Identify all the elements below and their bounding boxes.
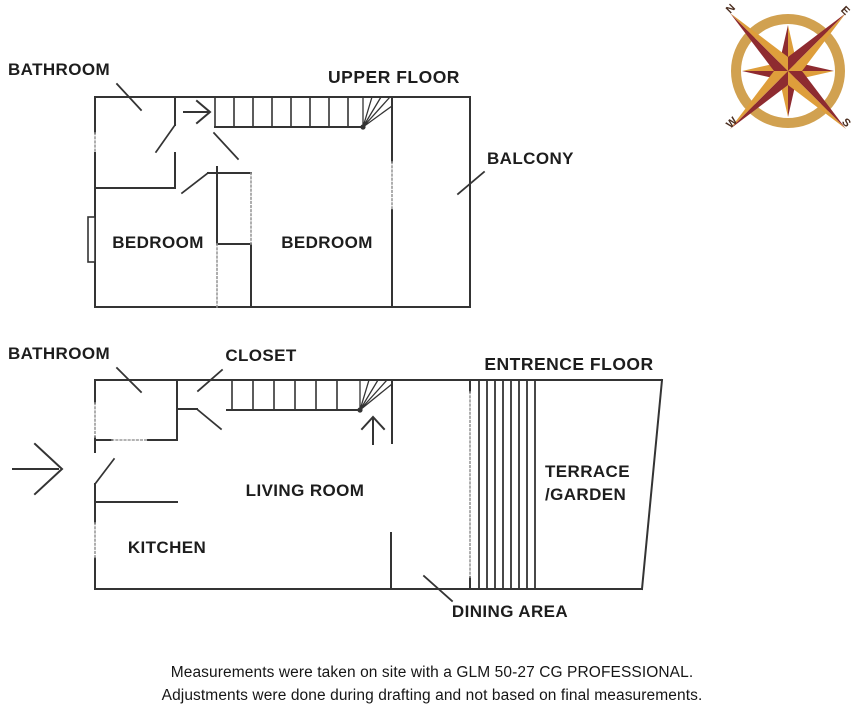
entrance-stairs-winder-fan bbox=[360, 380, 392, 410]
label-bedroom-left: BEDROOM bbox=[112, 233, 204, 252]
upper-stairs-treads bbox=[215, 97, 348, 127]
label-terrace-line2: /GARDEN bbox=[545, 485, 627, 504]
upper-stairs-winder-fan bbox=[363, 97, 392, 127]
label-upper-floor-title: UPPER FLOOR bbox=[328, 67, 460, 87]
label-kitchen: KITCHEN bbox=[127, 538, 207, 557]
label-entrance-bathroom: BATHROOM bbox=[8, 344, 111, 363]
entrance-stairs-fan-pivot bbox=[357, 407, 362, 412]
label-terrace-garden bbox=[545, 460, 630, 506]
disclaimer-line1: Measurements were taken on site with a GLM 50-27 CG PROFESSIONAL. bbox=[170, 664, 694, 681]
compass-north-label: N bbox=[723, 1, 739, 17]
label-balcony: BALCONY bbox=[487, 149, 574, 168]
compass-star bbox=[730, 13, 846, 129]
measurement-disclaimer bbox=[0, 662, 864, 707]
label-bedroom-right: BEDROOM bbox=[281, 233, 373, 252]
entry-arrow bbox=[13, 444, 62, 494]
label-dining-area: DINING AREA bbox=[451, 602, 569, 621]
compass-west-label: W bbox=[724, 115, 740, 131]
upper-stairs-fan-pivot bbox=[360, 124, 365, 129]
label-closet: CLOSET bbox=[225, 346, 297, 365]
label-terrace-line1: TERRACE bbox=[545, 462, 630, 481]
disclaimer-line2: Adjustments were done during drafting and not based on final measurements. bbox=[161, 686, 703, 704]
terrace-divider-lines bbox=[479, 380, 535, 589]
compass-rose-graphic bbox=[722, 5, 854, 137]
label-entrance-floor-title: ENTRENCE FLOOR bbox=[484, 354, 654, 374]
label-leader-lines bbox=[117, 84, 484, 601]
label-living-room: LIVING ROOM bbox=[245, 481, 365, 500]
compass-south-label: S bbox=[839, 116, 853, 130]
upper-floor-window-walls bbox=[95, 133, 392, 307]
upper-floor-walls bbox=[95, 97, 470, 307]
stairs-up-arrow bbox=[362, 417, 384, 444]
upper-floor-plan bbox=[88, 97, 470, 307]
entrance-stairs-treads bbox=[232, 380, 337, 410]
upper-door-leaves bbox=[156, 125, 238, 193]
label-upper-bathroom: BATHROOM bbox=[8, 60, 111, 79]
window-bump bbox=[88, 217, 95, 262]
upper-stairs-direction-arrow bbox=[184, 101, 210, 123]
compass-rose bbox=[722, 1, 854, 137]
compass-east-label: E bbox=[838, 4, 852, 18]
entrance-door-leaves bbox=[95, 410, 221, 484]
